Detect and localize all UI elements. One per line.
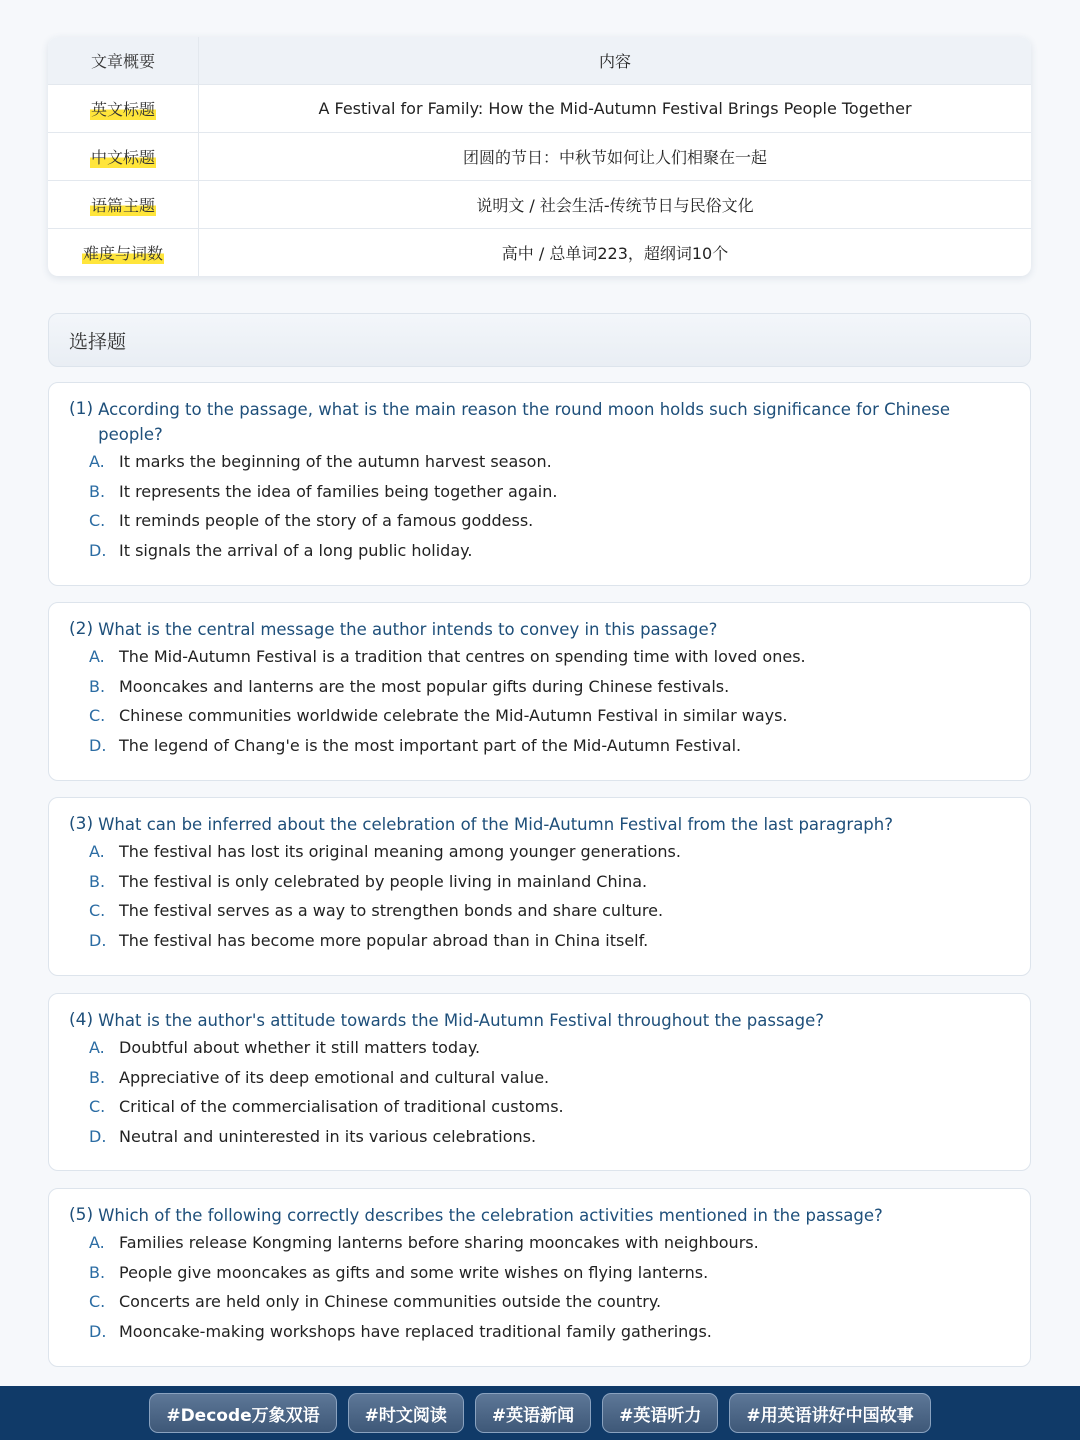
tag-english-listening[interactable]: #英语听力 — [602, 1393, 718, 1433]
option-d[interactable] — [69, 731, 1010, 761]
option-text: Mooncake-making workshops have replaced traditional family gatherings. — [119, 1321, 712, 1341]
option-text: People give mooncakes as gifts and some write wishes on flying lanterns. — [119, 1262, 709, 1282]
option-text: The festival serves as a way to strengthen bonds and share culture. — [119, 901, 664, 920]
option-letter: A. — [89, 842, 105, 861]
question-number: (5) — [69, 1205, 94, 1225]
option-text: It signals the arrival of a long public holiday. — [119, 540, 473, 560]
option-letter: B. — [89, 676, 106, 696]
option-letter: A. — [89, 452, 105, 471]
section-title-multiple-choice: 选择题 — [48, 313, 1031, 367]
option-text: The festival is only celebrated by people living in mainland China. — [119, 871, 648, 891]
option-letter: B. — [89, 481, 106, 501]
tag-english-news[interactable]: #英语新闻 — [475, 1393, 591, 1433]
option-text: The festival has lost its original meaning among younger generations. — [119, 842, 681, 861]
option-a[interactable] — [69, 1228, 1010, 1258]
question-number: (4) — [69, 1010, 94, 1030]
summary-row-english-title — [48, 84, 1031, 132]
summary-header-value: 内容 — [598, 52, 631, 71]
option-letter: D. — [89, 540, 107, 560]
option-text: The festival has become more popular abroad than in China itself. — [119, 930, 649, 950]
option-letter: A. — [89, 647, 105, 666]
option-d[interactable] — [69, 1122, 1010, 1152]
question-stem: What can be inferred about the celebration of the Mid-Autumn Festival from the last paragraph? — [98, 815, 893, 834]
option-letter: C. — [89, 511, 106, 530]
tag-china-stories[interactable]: #用英语讲好中国故事 — [729, 1393, 930, 1433]
tag-current-reading[interactable]: #时文阅读 — [348, 1393, 464, 1433]
option-letter: C. — [89, 1097, 106, 1116]
option-letter: D. — [89, 735, 107, 755]
option-a[interactable] — [69, 642, 1010, 672]
option-text: Families release Kongming lanterns before sharing mooncakes with neighbours. — [119, 1233, 759, 1252]
option-b[interactable] — [69, 867, 1010, 897]
option-c[interactable] — [69, 1092, 1010, 1122]
summary-row-key: 中文标题 — [90, 145, 156, 168]
option-d[interactable] — [69, 926, 1010, 956]
option-b[interactable] — [69, 672, 1010, 702]
option-a[interactable] — [69, 1033, 1010, 1063]
option-letter: B. — [89, 1262, 106, 1282]
option-letter: D. — [89, 1126, 107, 1146]
summary-row-difficulty — [48, 228, 1031, 276]
option-text: Doubtful about whether it still matters today. — [119, 1038, 481, 1057]
summary-header-key: 文章概要 — [48, 37, 199, 84]
footer-tag-bar — [0, 1386, 1080, 1440]
summary-row-key: 语篇主题 — [90, 193, 156, 216]
question-card-4 — [48, 993, 1031, 1171]
question-stem: What is the author's attitude towards the Mid-Autumn Festival throughout the passage? — [98, 1011, 825, 1030]
option-text: Chinese communities worldwide celebrate the Mid-Autumn Festival in similar ways. — [119, 706, 788, 725]
option-letter: B. — [89, 1067, 106, 1087]
tag-decode[interactable]: #Decode万象双语 — [149, 1393, 336, 1433]
article-summary-table — [48, 37, 1031, 276]
option-text: Mooncakes and lanterns are the most popular gifts during Chinese festivals. — [119, 676, 730, 696]
question-stem: What is the central message the author intends to convey in this passage? — [98, 620, 718, 639]
option-letter: C. — [89, 901, 106, 920]
option-b[interactable] — [69, 1063, 1010, 1093]
option-text: Critical of the commercialisation of traditional customs. — [119, 1097, 564, 1116]
option-letter: C. — [89, 706, 106, 725]
question-stem: Which of the following correctly describes the celebration activities mentioned in the passage? — [98, 1206, 883, 1225]
question-number: (1) — [69, 399, 94, 419]
option-text: Neutral and uninterested in its various celebrations. — [119, 1126, 537, 1146]
question-card-1 — [48, 382, 1031, 586]
question-card-3 — [48, 797, 1031, 976]
option-d[interactable] — [69, 1317, 1010, 1347]
question-number: (2) — [69, 619, 94, 639]
option-b[interactable] — [69, 477, 1010, 507]
option-c[interactable] — [69, 701, 1010, 731]
summary-row-value: 说明文 / 社会生活-传统节日与民俗文化 — [476, 196, 754, 215]
summary-row-key: 难度与词数 — [82, 241, 164, 264]
option-b[interactable] — [69, 1258, 1010, 1288]
option-a[interactable] — [69, 447, 1010, 477]
summary-row-topic — [48, 180, 1031, 228]
option-a[interactable] — [69, 837, 1010, 867]
question-stem: According to the passage, what is the main reason the round moon holds such significance for Chinese people? — [98, 400, 951, 444]
option-letter: A. — [89, 1233, 105, 1252]
summary-row-value: A Festival for Family: How the Mid-Autumn Festival Brings People Together — [318, 99, 912, 118]
option-text: The Mid-Autumn Festival is a tradition that centres on spending time with loved ones. — [119, 647, 806, 666]
option-c[interactable] — [69, 896, 1010, 926]
summary-row-chinese-title — [48, 132, 1031, 180]
summary-row-key: 英文标题 — [90, 97, 156, 120]
option-text: It represents the idea of families being together again. — [119, 481, 558, 501]
option-text: Appreciative of its deep emotional and cultural value. — [119, 1067, 550, 1087]
option-text: The legend of Chang'e is the most important part of the Mid-Autumn Festival. — [119, 735, 742, 755]
summary-table-header — [48, 37, 1031, 84]
option-c[interactable] — [69, 1287, 1010, 1317]
option-letter: A. — [89, 1038, 105, 1057]
option-c[interactable] — [69, 506, 1010, 536]
question-number: (3) — [69, 814, 94, 834]
option-text: It reminds people of the story of a famous goddess. — [119, 511, 534, 530]
option-d[interactable] — [69, 536, 1010, 566]
option-letter: D. — [89, 1321, 107, 1341]
option-text: Concerts are held only in Chinese communities outside the country. — [119, 1292, 662, 1311]
option-letter: B. — [89, 871, 106, 891]
option-text: It marks the beginning of the autumn harvest season. — [119, 452, 552, 471]
option-letter: D. — [89, 930, 107, 950]
option-letter: C. — [89, 1292, 106, 1311]
question-card-5 — [48, 1188, 1031, 1367]
summary-row-value: 高中 / 总单词223，超纲词10个 — [501, 244, 729, 263]
summary-row-value: 团圆的节日：中秋节如何让人们相聚在一起 — [462, 148, 767, 167]
question-card-2 — [48, 602, 1031, 781]
